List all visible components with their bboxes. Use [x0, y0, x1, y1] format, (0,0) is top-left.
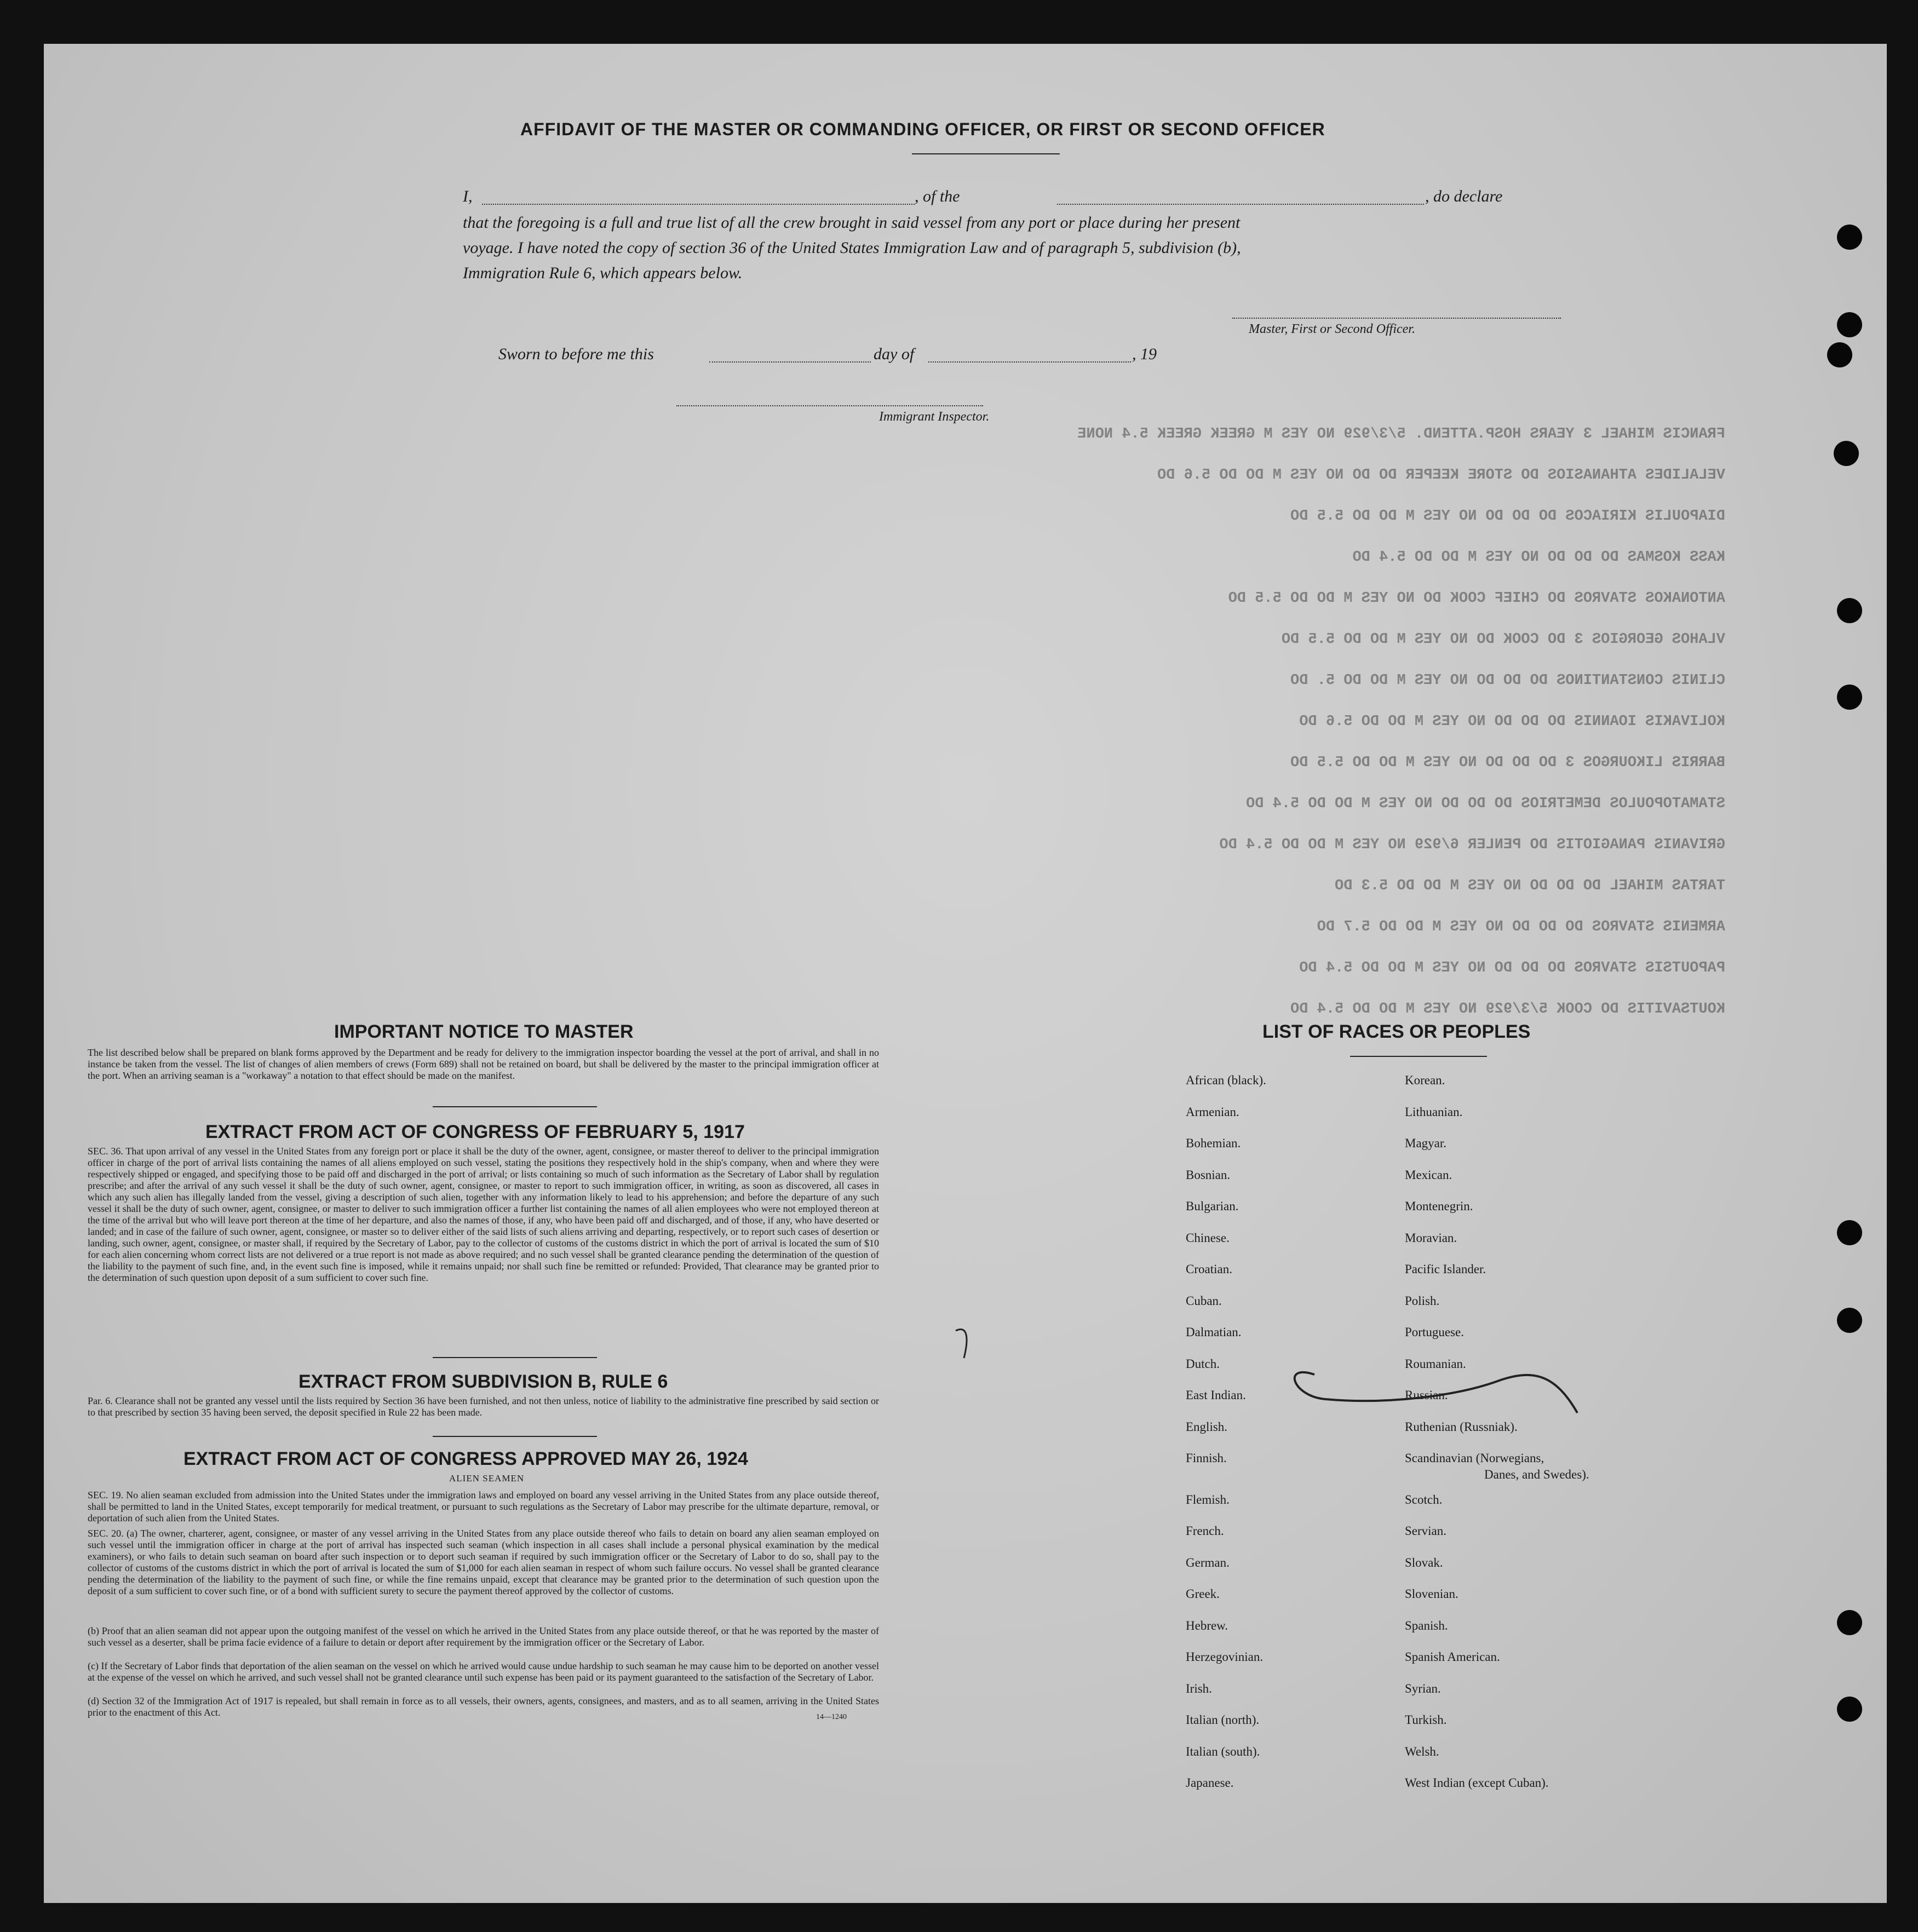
punch-hole [1837, 312, 1862, 337]
race-item: Roumanian. [1405, 1356, 1466, 1371]
race-item: Italian (north). [1186, 1713, 1260, 1727]
inspector-signature-blank[interactable] [676, 405, 983, 406]
bleed-through-row: ARMENIS STAVROS DO DO DO NO YES M DO DO 5.7 DO [1317, 919, 1725, 935]
race-item: West Indian (except Cuban). [1405, 1776, 1549, 1790]
race-item: East Indian. [1186, 1388, 1246, 1402]
race-item: Dalmatian. [1186, 1325, 1242, 1339]
title-underline [912, 153, 1060, 154]
race-item: Ruthenian (Russniak). [1405, 1419, 1518, 1434]
race-item: Irish. [1186, 1681, 1212, 1695]
race-scandinavian-cont: Danes, and Swedes). [1484, 1468, 1589, 1481]
sec-20d: (d) Section 32 of the Immigration Act of 1917 is repealed, but shall remain in force as to all vessels, their owners, agents, consignees, and masters, and as to all seamen, arriving in the United States prior to the enactment of this Act. [88, 1695, 879, 1718]
race-item: Spanish American. [1405, 1650, 1500, 1664]
alien-seamen-subtitle: ALIEN SEAMEN [449, 1473, 525, 1484]
sworn-year: , 19 [1132, 345, 1157, 363]
race-item: French. [1186, 1524, 1224, 1538]
act-1917-title: EXTRACT FROM ACT OF CONGRESS OF FEBRUARY 5, 1917 [205, 1122, 745, 1142]
sworn-label: Sworn to before me this [498, 345, 654, 363]
race-item: Turkish. [1405, 1713, 1447, 1727]
affidavit-i: I, [463, 187, 473, 205]
affidavit-declare: , do declare [1425, 187, 1503, 205]
rule-6-title: EXTRACT FROM SUBDIVISION B, RULE 6 [298, 1371, 668, 1392]
bleed-through-row: STAMATOPOULOS DEMETRIOS DO DO DO NO YES M DO DO 5.4 DO [1246, 796, 1725, 812]
inspector-label: Immigrant Inspector. [879, 410, 990, 424]
race-item: Russian. [1405, 1388, 1448, 1402]
bleed-through-row: KOLIVAKIS IOANNIS DO DO DO NO YES M DO DO 5.6 DO [1299, 714, 1725, 730]
bleed-through-row: CLINIS CONSTANTINOS DO DO DO NO YES M DO DO 5. DO [1290, 672, 1725, 689]
race-item: Slovenian. [1405, 1587, 1458, 1601]
race-item: Scandinavian (Norwegians, [1405, 1451, 1544, 1465]
race-item: English. [1186, 1419, 1228, 1434]
bleed-through-row: DIAPOULIS KIRIACOS DO DO DO NO YES M DO DO 5.5 DO [1290, 508, 1725, 525]
sec-19: SEC. 19. No alien seaman excluded from admission into the United States under the immigration laws and employed on board any vessel arriving in the United States from any place outside thereof, shall be permitted to land in the United States, except temporarily for medical treatment, or pursuant to such regulations as the Secretary of Labor may prescribe for the ultimate departure, removal, or deportation of such alien from the United States. [88, 1490, 879, 1523]
manifest-page [44, 44, 1887, 1903]
race-item: Syrian. [1405, 1681, 1441, 1695]
race-item: German. [1186, 1555, 1230, 1569]
rule-6-body: Par. 6. Clearance shall not be granted any vessel until the lists required by Section 36 have been furnished, and not then unless, notice of liability to the administrative fine prescribed by said section or to that prescribed by section 35 having been served, the deposit specified in Rule 22 has been made. [88, 1395, 879, 1418]
act-1924-title: EXTRACT FROM ACT OF CONGRESS APPROVED MAY 26, 1924 [183, 1448, 748, 1469]
race-item: Dutch. [1186, 1356, 1220, 1371]
punch-hole [1837, 1610, 1862, 1635]
punch-hole [1827, 342, 1852, 367]
race-item: Servian. [1405, 1524, 1447, 1538]
act-1917-divider [433, 1357, 597, 1358]
sworn-month-blank[interactable] [928, 361, 1131, 363]
races-divider [1350, 1056, 1487, 1057]
race-item: Chinese. [1186, 1231, 1230, 1245]
affidavit-line-2: that the foregoing is a full and true list of all the crew brought in said vessel from any port or place during her present [463, 214, 1241, 232]
sec-20a: SEC. 20. (a) The owner, charterer, agent, consignee, or master of any vessel arriving in the United States from any place outside thereof who fails to detain on board any alien seaman employed on such vessel until the immigration officer in charge at the port of arrival has inspected such seaman (which inspection in all cases shall include a personal physical examination by the medical examiners), or who fails to detain such seaman on board after such inspection or to deport such seaman if required by such immigration officer or the Secretary of Labor to do so, shall pay to the collector of customs of the customs district in which the port of arrival is located the sum of $1,000 for each alien seaman in respect of whom such failure occurs. No vessel shall be granted clearance pending the determination of the liability to the payment of such fine, or while the fine remains unpaid, except that clearance may be granted prior to the determination of such question upon the deposit of a sum sufficient to cover such fine, or of a bond with sufficient surety to secure the payment thereof approved by the collector of customs. [88, 1528, 879, 1596]
bleed-through-row: TARTAS MIHAEL DO DO DO NO YES M DO DO 5.3 DO [1335, 878, 1725, 894]
race-item: Magyar. [1405, 1136, 1447, 1150]
vessel-name-blank[interactable] [1057, 204, 1424, 205]
race-item: Croatian. [1186, 1262, 1232, 1276]
race-item: Slovak. [1405, 1555, 1443, 1569]
affidavit-of-the: , of the [915, 187, 960, 205]
race-item: Japanese. [1186, 1776, 1234, 1790]
race-item: Finnish. [1186, 1451, 1227, 1465]
bleed-through-row: KOUTSAVITIS DO COOK 5/3/929 NO YES M DO DO 5.4 DO [1290, 1001, 1725, 1017]
race-item: Greek. [1186, 1587, 1220, 1601]
notice-divider [433, 1106, 597, 1107]
race-item: Montenegrin. [1405, 1199, 1473, 1213]
punch-hole [1837, 1220, 1862, 1245]
race-item: Spanish. [1405, 1618, 1448, 1632]
bleed-through-row: FRANCIS MIHAEL 3 YEARS HOSP.ATTEND. 5/3/929 NO YES M GREEK GREEK 5.4 NONE [1077, 426, 1725, 442]
race-item: Bosnian. [1186, 1168, 1231, 1182]
race-item: Hebrew. [1186, 1618, 1228, 1632]
pen-mark [1249, 1303, 1632, 1429]
notice-title: IMPORTANT NOTICE TO MASTER [334, 1021, 634, 1042]
punch-hole [1837, 598, 1862, 623]
bleed-through-row: VELALIDES ATHANASIOS DO STORE KEEPER DO DO NO YES M DO DO 5.6 DO [1157, 467, 1725, 484]
race-item: Pacific Islander. [1405, 1262, 1486, 1276]
pen-tick [953, 1320, 986, 1364]
race-item: Scotch. [1405, 1492, 1443, 1507]
rule-6-divider [433, 1436, 597, 1437]
bleed-through-row: VLAHOS GEORGIOS 3 DO COOK DO NO YES M DO DO 5.5 DO [1281, 631, 1725, 648]
sworn-day-of: day of [874, 345, 915, 363]
race-item: Italian (south). [1186, 1744, 1260, 1758]
affidavit-title: AFFIDAVIT OF THE MASTER OR COMMANDING OFFICER, OR FIRST OR SECOND OFFICER [520, 119, 1325, 139]
bleed-through-row: BARRIS LIKOURGOS 3 DO DO DO NO YES M DO DO 5.5 DO [1290, 755, 1725, 771]
act-1917-body: SEC. 36. That upon arrival of any vessel in the United States from any foreign port or place it shall be the duty of the owner, agent, consignee, or master thereof to deliver to the principal immigration officer in charge of the port of arrival lists containing the names of all aliens employed on such vessel, stating the positions they respectively hold in the ship's company, when and where they were respectively shipped or engaged, and specifying those to be paid off and discharged in the port of arrival; or lists containing so much of such information as the Secretary of Labor shall by regulation prescribe; and after the arrival of any such vessel it shall be the duty of such owner, agent, consignee, or master to report to such immigration officer, in writing, as soon as discovered, all cases in which any such alien has illegally landed from the vessel, giving a description of such alien, together with any information likely to lead to his apprehension; and before the departure of any such vessel it shall be the duty of such owner, agent, consignee, or master to deliver to such immigration officer a further list containing the names of all alien employees who were not employed thereon at the time of the arrival but who will leave port thereon at the time of her departure, and also the names of those, if any, who have been paid off and discharged, and of those, if any, who have deserted or landed; and in case of the failure of such owner, agent, consignee, or master so to deliver either of the said lists of such aliens arriving and departing, respectively, or to report such cases of desertion or landing, such owner, agent, consignee, or master shall, if required by the Secretary of Labor, pay to the collector of customs of the customs district in which the port of arrival is located the sum of $10 for each alien concerning whom correct lists are not delivered or a true report is not made as above required; and no such vessel shall be granted clearance pending the determination of the question of the liability to the payment of such fine, and, in the event such fine is imposed, while it remains unpaid; nor shall such fine be remitted or refunded: Provided, That clearance may be granted prior to the determination of such question upon deposit of a sum sufficient to cover such fine. [88, 1146, 879, 1283]
race-item: Cuban. [1186, 1293, 1222, 1308]
race-item: Armenian. [1186, 1105, 1239, 1119]
bleed-through-row: ANTONAKOS STAVROS DO CHIEF COOK DO NO YES M DO DO 5.5 DO [1228, 590, 1725, 607]
race-item: Portuguese. [1405, 1325, 1464, 1339]
race-item: Lithuanian. [1405, 1105, 1463, 1119]
race-item: Moravian. [1405, 1231, 1457, 1245]
bleed-through-row: PAPOUTSIS STAVROS DO DO DO NO YES M DO DO 5.4 DO [1299, 960, 1725, 976]
race-item: Bulgarian. [1186, 1199, 1239, 1213]
race-item: African (black). [1186, 1073, 1266, 1087]
affidavit-line-3: voyage. I have noted the copy of section 36 of the United States Immigration Law and of paragraph 5, subdivision (b), [463, 239, 1241, 257]
races-title: LIST OF RACES OR PEOPLES [1262, 1021, 1531, 1042]
affidavit-line-4: Immigration Rule 6, which appears below. [463, 264, 743, 282]
race-item: Polish. [1405, 1293, 1440, 1308]
punch-hole [1837, 1308, 1862, 1333]
notice-body: The list described below shall be prepared on blank forms approved by the Department and be ready for delivery to the immigration inspector boarding the vessel at the port of arrival, and shall in no instance be taken from the vessel. The list of changes of alien members of crews (Form 689) shall not be retained on board, but shall be delivered by the master to the principal immigration officer at the port. When an arriving seaman is a "workaway" a notation to that effect should be made on the manifest. [88, 1047, 879, 1081]
master-name-blank[interactable] [482, 204, 915, 205]
master-signature-label: Master, First or Second Officer. [1249, 322, 1415, 336]
race-item: Bohemian. [1186, 1136, 1241, 1150]
master-signature-blank[interactable] [1232, 318, 1561, 319]
sec-20b: (b) Proof that an alien seaman did not appear upon the outgoing manifest of the vessel on which he arrived in the United States from any place outside thereof, or that he was reported by the master of such vessel as a deserter, shall be prima facie evidence of a failure to detain or deport after requirement by the immigration officer or the Secretary of Labor. [88, 1625, 879, 1648]
race-item: Herzegovinian. [1186, 1650, 1264, 1664]
form-number: 14—1240 [816, 1713, 847, 1721]
sworn-day-blank[interactable] [709, 361, 871, 363]
punch-hole [1837, 685, 1862, 710]
bleed-through-row: GRIVANIS PANAGIOTIS DO PENLER 6/929 NO YES M DO DO 5.4 DO [1219, 837, 1725, 853]
punch-hole [1834, 441, 1859, 466]
race-item: Mexican. [1405, 1168, 1452, 1182]
bleed-through-row: KASS KOSMAS DO DO DO NO YES M DO DO 5.4 DO [1352, 549, 1725, 566]
race-item: Flemish. [1186, 1492, 1230, 1507]
punch-hole [1837, 225, 1862, 250]
punch-hole [1837, 1697, 1862, 1722]
sec-20c: (c) If the Secretary of Labor finds that deportation of the alien seaman on the vessel on which he arrived would cause undue hardship to such seaman he may cause him to be deported on another vessel at the expense of the vessel on which he arrived, and such vessel shall not be granted clearance until such expense has been paid or its payment guaranteed to the satisfaction of the Secretary of Labor. [88, 1660, 879, 1683]
race-item: Korean. [1405, 1073, 1445, 1087]
race-item: Welsh. [1405, 1744, 1439, 1758]
